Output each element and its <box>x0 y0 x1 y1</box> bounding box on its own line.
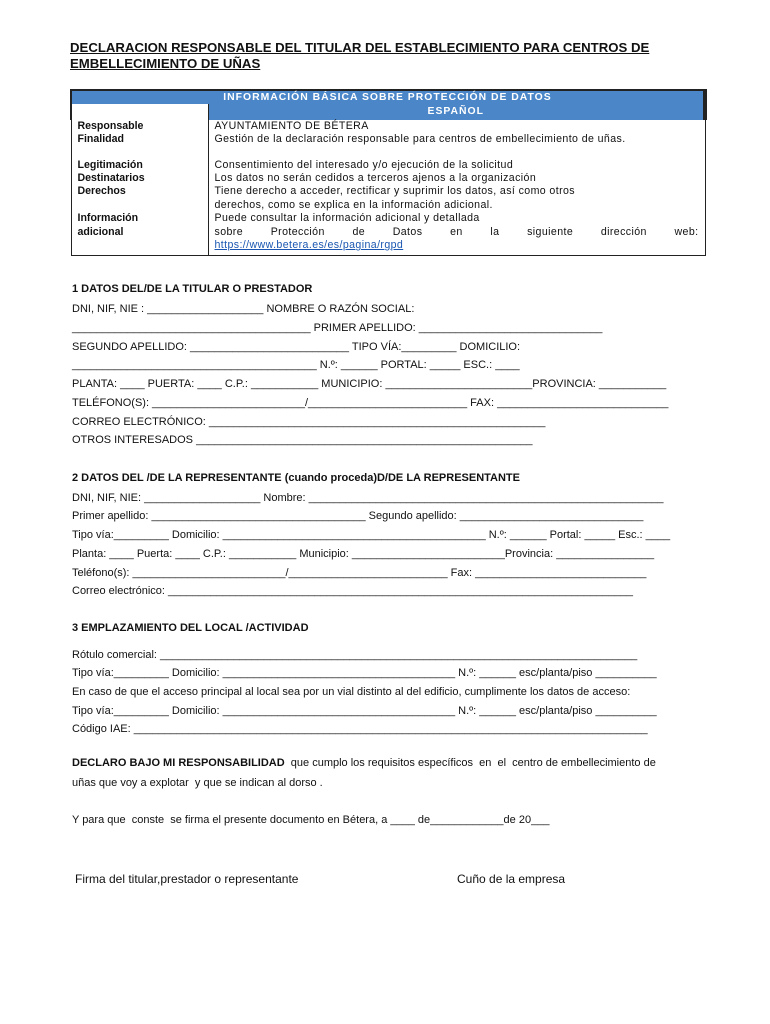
s1-dni-name-field[interactable]: DNI, NIF, NIE : ___________________ NOMBRE O RAZÓN SOCIAL: <box>72 303 415 315</box>
s1-second-surname-field[interactable]: SEGUNDO APELLIDO: __________________________ TIPO VÍA:_________ DOMICILIO: <box>72 341 521 353</box>
row-value-destinatarios: Los datos no serán cedidos a terceros ajenos a la organización <box>208 172 705 185</box>
info-line-1: Puede consultar la información adicional y detallada <box>214 212 480 225</box>
s1-phone-fax-field[interactable]: TELÉFONO(S): _________________________/__________________________ FAX: ____________________________ <box>72 397 669 409</box>
s1-email-field[interactable]: CORREO ELECTRÓNICO: _______________________________________________________ <box>72 416 546 428</box>
s2-address-field[interactable]: Tipo vía:_________ Domicilio: ___________________________________________ N.º: ______ Portal: _____ Esc.: ____ <box>72 529 671 541</box>
row-value-finalidad: Gestión de la declaración responsable para centros de embellecimiento de uñas. <box>208 133 705 146</box>
row-label-finalidad: Finalidad <box>71 133 208 146</box>
declaration-bold: DECLARO BAJO MI RESPONSABILIDAD <box>72 757 285 769</box>
table-header: INFORMACIÓN BÁSICA SOBRE PROTECCIÓN DE DATOS <box>71 90 705 104</box>
declaration-line-2: uñas que voy a explotar y que se indican al dorso . <box>72 777 323 789</box>
rgpd-link[interactable]: https://www.betera.es/es/pagina/rgpd <box>214 239 404 252</box>
s3-access-address-field[interactable]: Tipo vía:_________ Domicilio: ______________________________________ N.º: ______ esc/planta/piso __________ <box>72 705 657 717</box>
row-value-derechos <box>208 185 705 212</box>
section-1-heading: 1 DATOS DEL/DE LA TITULAR O PRESTADOR <box>72 283 313 295</box>
signature-label-holder: Firma del titular,prestador o representante <box>75 872 299 886</box>
signature-label-stamp: Cuño de la empresa <box>457 872 566 886</box>
derechos-line-1: Tiene derecho a acceder, rectificar y suprimir los datos, así como otros <box>214 185 575 198</box>
row-label-informacion-adicional: Información adicional <box>71 212 208 256</box>
section-3-heading: 3 EMPLAZAMIENTO DEL LOCAL /ACTIVIDAD <box>72 622 309 634</box>
derechos-line-2: derechos, como se explica en la información adicional. <box>214 198 493 211</box>
page-title: DECLARACION RESPONSABLE DEL TITULAR DEL ESTABLECIMIENTO PARA CENTROS DE EMBELLECIMIENTO DE UÑAS <box>70 40 650 71</box>
s1-other-parties-field[interactable]: OTROS INTERESADOS _______________________________________________________ <box>72 434 533 446</box>
s2-location-field[interactable]: Planta: ____ Puerta: ____ C.P.: ___________ Municipio: _________________________Provincia: ________________ <box>72 548 655 560</box>
row-label-responsable: Responsable <box>71 120 208 133</box>
s1-address-field[interactable]: ________________________________________ N.º: ______ PORTAL: _____ ESC.: ____ <box>72 359 520 371</box>
s1-location-field[interactable]: PLANTA: ____ PUERTA: ____ C.P.: ___________ MUNICIPIO: ________________________PROVINCIA: ___________ <box>72 378 667 390</box>
sign-place-date-field[interactable]: Y para que conste se firma el presente documento en Bétera, a ____ de____________de 20___ <box>72 814 550 826</box>
s2-surnames-field[interactable]: Primer apellido: ___________________________________ Segundo apellido: ______________________________ <box>72 510 644 522</box>
s3-address-field[interactable]: Tipo vía:_________ Domicilio: ______________________________________ N.º: ______ esc/planta/piso __________ <box>72 667 657 679</box>
s3-iae-code-field[interactable]: Código IAE: ____________________________________________________________________________________ <box>72 723 648 735</box>
s3-access-note: En caso de que el acceso principal al local sea por un vial distinto al del edificio, cumplimente los datos de acceso: <box>72 686 631 698</box>
row-value-informacion-adicional <box>208 212 705 256</box>
row-label-destinatarios: Destinatarios <box>71 172 208 185</box>
s1-first-surname-field[interactable]: _______________________________________ PRIMER APELLIDO: ______________________________ <box>72 322 603 334</box>
section-2-heading: 2 DATOS DEL /DE LA REPRESENTANTE (cuando proceda)D/DE LA REPRESENTANTE <box>72 472 520 484</box>
declaration-text: DECLARO BAJO MI RESPONSABILIDAD que cumplo los requisitos específicos en el centro de embellecimiento de <box>72 757 656 769</box>
s2-email-field[interactable]: Correo electrónico: ____________________________________________________________________________ <box>72 585 633 597</box>
s2-phone-fax-field[interactable]: Teléfono(s): _________________________/__________________________ Fax: ____________________________ <box>72 567 647 579</box>
s3-signboard-field[interactable]: Rótulo comercial: ______________________________________________________________________________ <box>72 649 638 661</box>
row-label-derechos: Derechos <box>71 185 208 212</box>
row-value-responsable: AYUNTAMIENTO DE BÉTERA <box>208 120 705 133</box>
language-label: ESPAÑOL <box>208 104 705 119</box>
data-protection-table <box>70 89 707 256</box>
s2-dni-name-field[interactable]: DNI, NIF, NIE: ___________________ Nombre: __________________________________________________________ <box>72 492 664 504</box>
row-label-legitimacion: Legitimación <box>71 159 208 172</box>
info-line-2: sobre Protección de Datos en la siguiente dirección web: <box>214 225 699 238</box>
row-value-legitimacion: Consentimiento del interesado y/o ejecución de la solicitud <box>208 159 705 172</box>
